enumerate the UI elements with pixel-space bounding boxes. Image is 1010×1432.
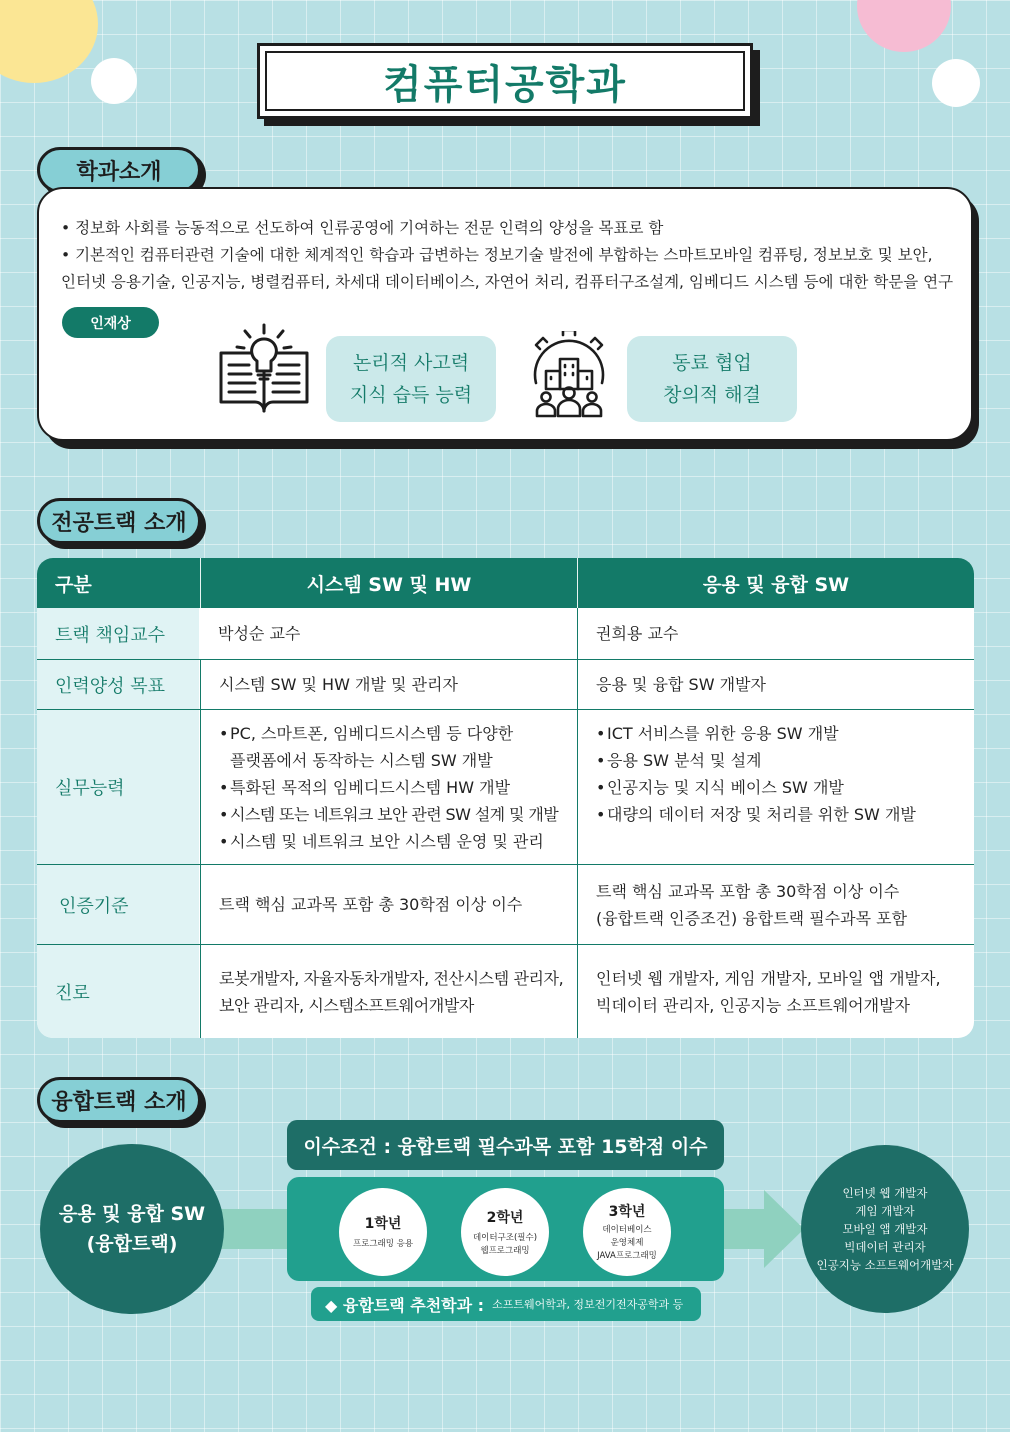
fusion-track-subtitle: (융합트랙) <box>86 1233 178 1255</box>
arrow-right-icon <box>722 1190 804 1268</box>
year-label: 3학년 <box>608 1204 646 1220</box>
track-table <box>37 558 974 1038</box>
course-item: 웹프로그래밍 <box>480 1245 530 1256</box>
title-box <box>257 43 753 119</box>
skill-item-continued: 플랫폼에서 동작하는 시스템 SW 개발 <box>230 750 493 770</box>
table-row-goal <box>37 659 974 709</box>
trait-thinking-line-2: 지식 습득 능력 <box>349 384 473 406</box>
decor-white-circle-left <box>91 58 137 104</box>
year-1-circle <box>339 1188 427 1276</box>
skill-item: • 대량의 데이터 저장 및 처리를 위한 SW 개발 <box>596 801 974 828</box>
decor-yellow-circle <box>0 0 98 83</box>
section-tab-fusion <box>37 1077 201 1123</box>
cell-text: 권희용 교수 <box>596 624 679 643</box>
career-item: 게임 개발자 <box>855 1204 915 1218</box>
section-tab-track <box>37 498 201 544</box>
cell-professor-application <box>577 608 974 659</box>
cell-career-application <box>577 945 974 1038</box>
cell-text: 트랙 핵심 교과목 포함 총 30학점 이상 이수 <box>219 895 523 914</box>
intro-bullet-2-line-2: 인터넷 응용기술, 인공지능, 병렬컴퓨터, 차세대 데이터베이스, 자연어 처리, 컴퓨터구조설계, 임베디드 시스템 등에 대한 학문을 연구 <box>61 273 954 291</box>
row-label-certification: 인증기준 <box>37 865 199 944</box>
skill-item: • 특화된 목적의 임베디드시스템 HW 개발 <box>219 774 576 801</box>
header-system-track: 시스템 SW 및 HW <box>200 558 577 608</box>
cell-goal-system <box>200 660 576 709</box>
table-row-professor <box>37 608 974 659</box>
cell-goal-application <box>577 660 974 709</box>
section-tab-track-label: 전공트랙 소개 <box>51 510 187 536</box>
cell-skills-application <box>577 710 974 864</box>
course-item: 데이터베이스 <box>602 1225 652 1235</box>
decor-pink-circle <box>857 0 951 52</box>
skill-item: • 인공지능 및 지식 베이스 SW 개발 <box>596 774 974 801</box>
cell-text: 시스템 SW 및 HW 개발 및 관리자 <box>219 675 458 694</box>
career-circle <box>801 1145 969 1313</box>
cell-text: 빅데이터 관리자, 인공지능 소프트웨어개발자 <box>596 995 911 1015</box>
course-item: 데이터구조(필수) <box>472 1232 538 1243</box>
career-item: 빅데이터 관리자 <box>844 1240 926 1254</box>
course-item: JAVA프로그래밍 <box>597 1251 657 1261</box>
year-2-circle <box>461 1188 549 1276</box>
career-item: 인공지능 소프트웨어개발자 <box>816 1258 954 1272</box>
skill-item: • ICT 서비스를 위한 응용 SW 개발 <box>596 720 974 747</box>
section-tab-fusion-label: 융합트랙 소개 <box>51 1089 187 1115</box>
completion-condition: 이수조건 : 융합트랙 필수과목 포함 15학점 이수 <box>287 1120 724 1170</box>
recommended-departments <box>311 1287 701 1321</box>
recommended-label: ◆ 융합트랙 추천학과 : <box>325 1295 485 1315</box>
cell-text: 로봇개발자, 자율자동차개발자, 전산시스템 관리자, <box>219 968 564 988</box>
skill-item: • 시스템 및 네트워크 보안 시스템 운영 및 관리 <box>219 828 576 855</box>
course-item: 프로그래밍 응용 <box>352 1239 414 1249</box>
trait-thinking-line-1: 논리적 사고력 <box>352 352 470 374</box>
year-label: 2학년 <box>486 1209 524 1226</box>
intro-bullet-1: • 정보화 사회를 능동적으로 선도하여 인류공영에 기여하는 전문 인력의 양성을 목표로 함 <box>61 219 664 237</box>
cell-professor-system <box>200 608 576 659</box>
row-label-skills: 실무능력 <box>37 710 199 864</box>
trait-box-collaboration <box>627 336 797 422</box>
skill-item: • 시스템 또는 네트워크 보안 관련 SW 설계 및 개발 <box>219 801 576 828</box>
cell-career-system <box>200 945 576 1038</box>
header-category: 구분 <box>55 573 92 596</box>
cell-text: (융합트랙 인증조건) 융합트랙 필수과목 포함 <box>596 908 908 928</box>
table-row-career <box>37 944 974 1038</box>
track-table-header <box>37 558 974 608</box>
book-lightbulb-icon <box>217 319 311 415</box>
recommended-value: 소프트웨어학과, 정보전기전자공학과 등 <box>492 1298 684 1311</box>
career-item: 인터넷 웹 개발자 <box>842 1186 928 1200</box>
cell-text: 박성순 교수 <box>218 624 301 643</box>
talent-label: 인재상 <box>62 307 159 338</box>
fusion-track-name: 응용 및 융합 SW <box>58 1203 206 1225</box>
section-tab-intro-label: 학과소개 <box>76 159 162 185</box>
course-item: 운영체제 <box>610 1238 644 1248</box>
skill-item: • PC, 스마트폰, 임베디드시스템 등 다양한 <box>219 720 576 747</box>
intro-bullets <box>61 215 961 296</box>
header-application-track: 응용 및 융합 SW <box>577 558 974 608</box>
row-label-career: 진로 <box>37 945 199 1038</box>
fusion-track-circle <box>40 1144 224 1314</box>
year-course-flow <box>287 1177 724 1281</box>
cell-text: 보안 관리자, 시스템소프트웨어개발자 <box>219 995 474 1015</box>
cell-text: 트랙 핵심 교과목 포함 총 30학점 이상 이수 <box>596 881 900 901</box>
table-row-skills <box>37 709 974 864</box>
career-item: 모바일 앱 개발자 <box>842 1222 928 1236</box>
trait-collaboration-line-1: 동료 협업 <box>672 352 752 374</box>
cell-text: 응용 및 융합 SW 개발자 <box>596 675 766 694</box>
year-label: 1학년 <box>364 1216 402 1232</box>
skill-item: • 응용 SW 분석 및 설계 <box>596 747 974 774</box>
row-label-goal: 인력양성 목표 <box>37 660 199 709</box>
table-row-certification <box>37 864 974 944</box>
row-label-professor: 트랙 책임교수 <box>37 608 199 659</box>
page-title: 컴퓨터공학과 <box>383 61 627 108</box>
team-gear-icon <box>528 331 610 421</box>
decor-white-circle-right <box>932 59 980 107</box>
year-3-circle <box>583 1188 671 1276</box>
trait-box-thinking <box>326 336 496 422</box>
cell-certification-system <box>200 865 576 944</box>
cell-text: 인터넷 웹 개발자, 게임 개발자, 모바일 앱 개발자, <box>596 968 941 988</box>
intro-bullet-2-line-1: • 기본적인 컴퓨터관련 기술에 대한 체계적인 학습과 급변하는 정보기술 발전에 부합하는 스마트모바일 컴퓨팅, 정보보호 및 보안, <box>61 246 933 264</box>
cell-certification-application <box>577 865 974 944</box>
trait-collaboration-line-2: 창의적 해결 <box>663 384 761 406</box>
cell-skills-system <box>200 710 576 864</box>
intro-card <box>37 187 973 441</box>
